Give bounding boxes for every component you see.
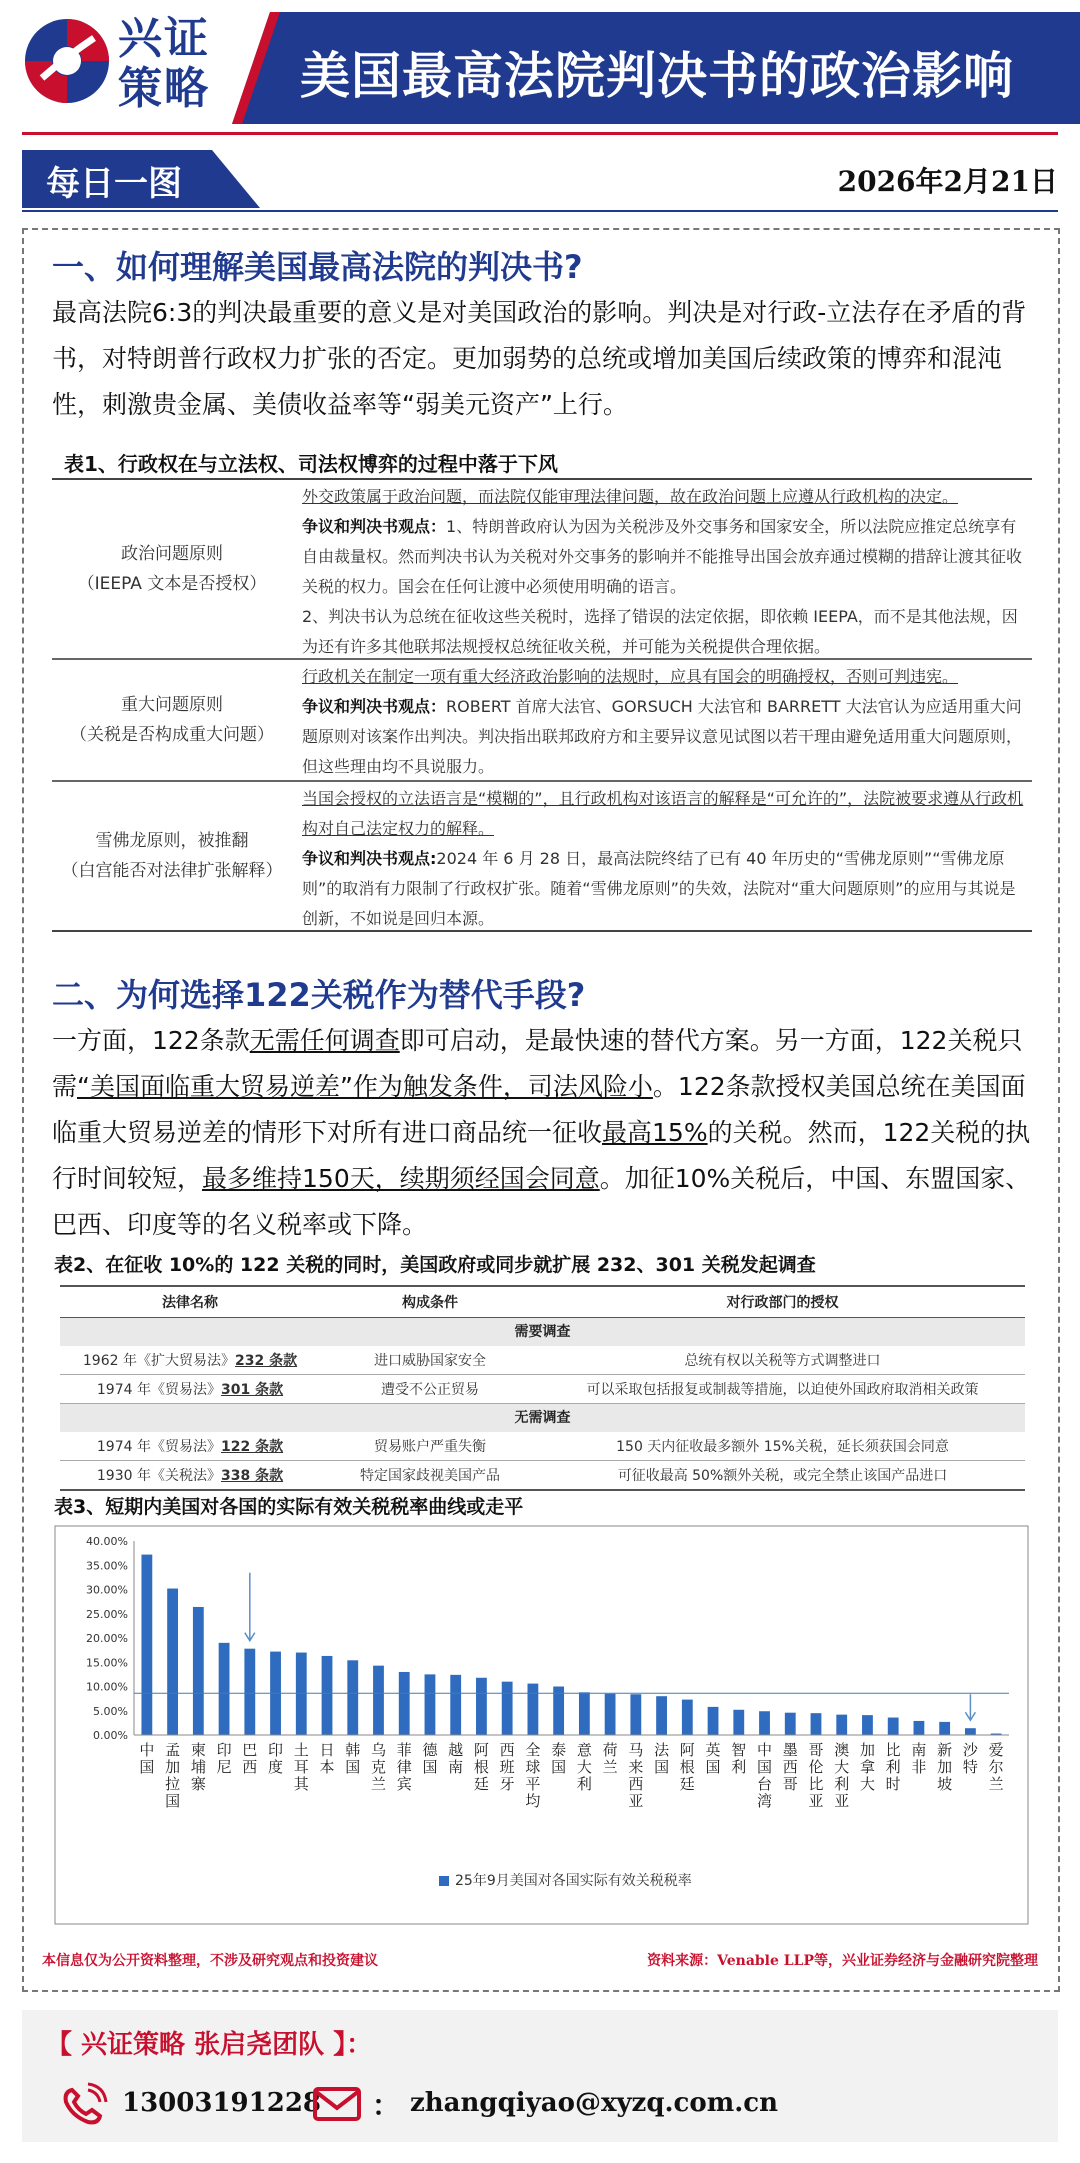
view-label: 争议和判决书观点: [302,849,437,868]
bar [888,1718,899,1735]
brand-logo-icon [22,16,112,106]
table-header [60,1285,1025,1318]
y-tick-label: 25.00% [86,1607,128,1621]
condition: 进口威胁国家安全 [374,1353,486,1369]
x-tick-label: 孟加拉国 [165,1741,181,1810]
y-tick-label: 5.00% [93,1704,128,1718]
law-act: 1974 年《贸易法》 [96,1382,221,1398]
para-emphasis: 最高15% [602,1118,708,1147]
principle-view [302,844,1024,934]
bar [579,1692,590,1735]
x-tick-label: 菲律宾 [396,1741,412,1793]
bar [708,1707,719,1735]
authorization: 150 天内征收最多额外 15%关税，延长须获国会同意 [616,1439,949,1455]
bar [630,1694,641,1735]
law-act: 1974 年《贸易法》 [96,1439,221,1455]
table-2 [60,1285,1025,1491]
publish-date: 2026年2月21日 [837,165,1058,198]
tag-divider [22,210,1058,212]
para-text: 。122条款授权美国总统在美国面临重大贸易逆差的情形下对所有进口商品统一征收 [52,1072,1026,1147]
section-1-paragraph: 最高法院6:3的判决最重要的意义是对美国政治的影响。判决是对行政-立法存在矛盾的背书，对特朗普行政权力扩张的否定。更加弱势的总统或增加美国后续政策的博弈和混沌性，刺激贵金属、美债收益率等“弱美元资产”上行。 [52,298,1027,419]
x-tick-label: 中国台湾 [757,1741,773,1810]
view-label: 争议和判决书观点： [302,697,447,716]
x-tick-label: 法国 [654,1741,670,1776]
principle-rule: 行政机关在制定一项有重大经济政治影响的法规时，应具有国会的明确授权，否则可判违宪。 [302,667,959,686]
law-clause: 338 条款 [220,1468,284,1484]
group-header: 需要调查 [60,1318,1025,1346]
source-note: 资料来源：Venable LLP等，兴业证券经济与金融研究院整理 [647,1953,1038,1969]
x-tick-label: 全球平均 [525,1741,541,1810]
tariff-bar-chart [54,1525,1029,1925]
bar [244,1649,255,1735]
x-tick-label: 南非 [911,1741,927,1776]
x-tick-label: 意大利 [576,1741,592,1793]
table-row [60,1432,1025,1461]
column-header: 构成条件 [402,1295,458,1311]
x-tick-label: 沙特 [962,1741,978,1776]
table-cell [292,660,1032,780]
para-emphasis: “美国面临重大贸易逆差”作为触发条件，司法风险小 [77,1072,653,1101]
principle-view [302,512,1024,602]
bar [785,1713,796,1735]
legend-label: 25年9月美国对各国实际有效关税税率 [455,1873,692,1889]
principle-rule: 当国会授权的立法语言是“模糊的”，且行政机构对该语言的解释是“可允许的”，法院被要求遵从行政机构对自己法定权力的解释。 [302,789,1024,838]
x-tick-label: 西班牙 [499,1741,515,1793]
principle-question: （IEEPA 文本是否授权） [77,574,267,594]
x-tick-label: 墨西哥 [782,1741,798,1793]
bar [939,1722,950,1735]
bar [322,1656,333,1735]
x-tick-label: 印度 [268,1741,284,1776]
x-tick-label: 新加坡 [937,1741,953,1793]
bar [476,1678,487,1735]
law-name [60,1436,320,1456]
bar [605,1694,616,1735]
principle-question: （关税是否构成重大问题） [70,725,274,745]
bar [656,1696,667,1735]
bar [450,1675,461,1735]
x-tick-label: 德国 [422,1741,438,1776]
authorization: 可以采取包括报复或制裁等措施，以迫使外国政府取消相关政策 [586,1382,979,1398]
principle-name: 重大问题原则 [121,695,223,715]
y-tick-label: 15.00% [86,1656,128,1670]
principle-view [302,692,1024,782]
table-cell [52,480,292,658]
table-row [60,1375,1025,1404]
brand-name [118,14,210,114]
table-1-title: 表1、行政权在与立法权、司法权博弈的过程中落于下风 [64,452,558,476]
bar [399,1672,410,1735]
email-colon: ： [372,2089,401,2122]
table-row [60,1346,1025,1375]
principle-name: 政治问题原则 [121,544,223,564]
x-tick-label: 英国 [705,1741,721,1776]
y-tick-label: 30.00% [86,1583,128,1597]
x-tick-label: 印尼 [216,1741,232,1776]
bar [141,1555,152,1735]
bar [502,1682,513,1735]
y-tick-label: 20.00% [86,1632,128,1645]
tag-row [22,150,1058,208]
para-emphasis: 最多维持150天，续期须经国会同意 [202,1164,600,1193]
y-tick-label: 10.00% [86,1680,128,1694]
x-tick-label: 乌克兰 [370,1741,386,1793]
brand-line-1: 兴证 [118,13,210,64]
y-tick-label: 0.00% [93,1729,128,1742]
authorization: 总统有权以关税等方式调整进口 [684,1353,881,1369]
para-text: 一方面，122条款 [52,1026,250,1055]
para-text: 即可启动，是最快速的替代方案。另一方面，122关税只需 [52,1026,1023,1101]
bar [914,1721,925,1735]
bar [219,1643,230,1735]
table-cell [52,782,292,930]
chart-title: 表3、短期内美国对各国的实际有效关税税率曲线或走平 [54,1496,524,1518]
brand-line-2: 策略 [118,63,210,114]
law-act: 1962 年《扩大贸易法》 [82,1353,235,1369]
x-tick-label: 比利时 [885,1741,901,1793]
law-name [60,1379,320,1399]
principle-name: 雪佛龙原则，被推翻 [95,831,249,851]
x-tick-label: 越南 [448,1741,464,1776]
content-frame [22,228,1060,1992]
x-tick-label: 巴西 [242,1741,258,1776]
bar [811,1713,822,1735]
law-clause: 301 条款 [220,1382,284,1398]
email-address[interactable]: zhangqiyao@xyzq.com.cn [410,2088,779,2118]
table-row [60,1461,1025,1491]
x-tick-label: 柬埔寨 [190,1741,206,1793]
view-text: ROBERT 首席大法官、GORSUCH 大法官和 BARRETT 大法官认为应适用重大问题原则对该案作出判决。判决指出联邦政府方和主要异议意见试图以若干理由避免适用重大问题原则，但这些理由均不具说服力。 [302,697,1023,776]
condition: 贸易账户严重失衡 [374,1439,486,1455]
table-row [52,660,1032,782]
x-tick-label: 智利 [731,1741,747,1776]
x-tick-label: 日本 [319,1741,335,1776]
x-tick-label: 加拿大 [859,1741,875,1793]
x-tick-label: 哥伦比亚 [808,1741,824,1810]
section-2-paragraph [52,1018,1032,1248]
condition: 特定国家歧视美国产品 [360,1468,500,1484]
header [0,0,1080,140]
table-2-title: 表2、在征收 10%的 122 关税的同时，美国政府或同步就扩展 232、301 关税发起调查 [54,1254,816,1276]
table-cell [52,660,292,780]
law-clause: 122 条款 [220,1439,284,1455]
column-header: 法律名称 [162,1295,218,1311]
bar [425,1674,436,1735]
phone-number[interactable]: 13003191228 [122,2088,321,2118]
view-label: 争议和判决书观点： [302,517,447,536]
x-tick-label: 阿根廷 [679,1741,695,1793]
table-cell [292,480,1032,658]
bar [193,1607,204,1735]
bar [373,1666,384,1735]
law-act: 1930 年《关税法》 [96,1468,221,1484]
x-tick-label: 泰国 [551,1741,567,1776]
y-tick-label: 35.00% [86,1559,128,1573]
para-text: 。加征10%关税后，中国、东盟国家、巴西、印度等的名义税率或下降。 [52,1164,1031,1239]
condition: 遭受不公正贸易 [381,1382,479,1398]
principle-question: （白宫能否对法律扩张解释） [61,861,283,881]
disclaimer: 本信息仅为公开资料整理，不涉及研究观点和投资建议 [42,1953,378,1969]
x-tick-label: 爱尔兰 [988,1741,1004,1793]
principle-view-2: 2、判决书认为总统在征收这些关税时，选择了错误的法定依据，即依赖 IEEPA，而不是其他法规，因为还有许多其他联邦法规授权总统征收关税，并可能为关税提供合理依据。 [302,607,1018,656]
bar [965,1728,976,1735]
legend-swatch [439,1876,449,1886]
team-name: 【 兴证策略 张启尧团队 】： [46,2030,373,2060]
law-name [60,1350,320,1370]
header-divider [22,132,1058,135]
law-clause: 232 条款 [234,1353,298,1369]
daily-label: 每日一图 [46,164,182,204]
mail-icon [312,2084,362,2124]
view-text: 1、特朗普政府认为因为关税涉及外交事务和国家安全，所以法院应推定总统享有自由裁量权。然而判决书认为关税对外交事务的影响并不能推导出国会放弃通过模糊的措辞让渡其征收关税的权力。国会在任何让渡中必须使用明确的语言。 [302,517,1023,596]
table-1 [52,478,1032,932]
phone-icon [60,2082,110,2128]
bar [347,1660,358,1735]
page-title: 美国最高法院判决书的政治影响 [300,47,1014,105]
law-name [60,1465,320,1485]
bar [167,1589,178,1735]
table-row [52,782,1032,932]
bar [733,1710,744,1735]
bar [527,1684,538,1735]
para-text: 的关税。然而，122关税的执行时间较短， [52,1118,1031,1193]
bar [836,1715,847,1735]
y-tick-label: 40.00% [86,1535,128,1548]
x-tick-label: 澳大利亚 [834,1741,850,1810]
contact-block [22,2010,1058,2142]
principle-rule: 外交政策属于政治问题，而法院仅能审理法律问题，故在政治问题上应遵从行政机构的决定。 [302,487,959,506]
view-text: 2024 年 6 月 28 日，最高法院终结了已有 40 年历史的“雪佛龙原则”“雪佛龙原则”的取消有力限制了行政权扩张。随着“雪佛龙原则”的失效，法院对“重大问题原则”的应用与其说是创新，不如说是回归本源。 [302,849,1016,928]
table-row [52,480,1032,660]
x-tick-label: 荷兰 [602,1741,618,1776]
x-tick-label: 土耳其 [293,1741,309,1793]
para-emphasis: 无需任何调查 [249,1026,400,1055]
x-tick-label: 韩国 [345,1741,361,1776]
section-1-title: 一、如何理解美国最高法院的判决书? [52,248,583,286]
bar [682,1700,693,1735]
authorization: 可征收最高 50%额外关税，或完全禁止该国产品进口 [617,1468,948,1484]
x-tick-label: 马来西亚 [628,1741,644,1810]
group-header: 无需调查 [60,1404,1025,1432]
table-cell [292,782,1032,930]
bar [862,1715,873,1735]
column-header: 对行政部门的授权 [726,1295,839,1311]
x-tick-label: 中国 [139,1741,155,1776]
bar [759,1711,770,1735]
x-tick-label: 阿根廷 [473,1741,489,1793]
section-2-title: 二、为何选择122关税作为替代手段? [52,976,586,1014]
